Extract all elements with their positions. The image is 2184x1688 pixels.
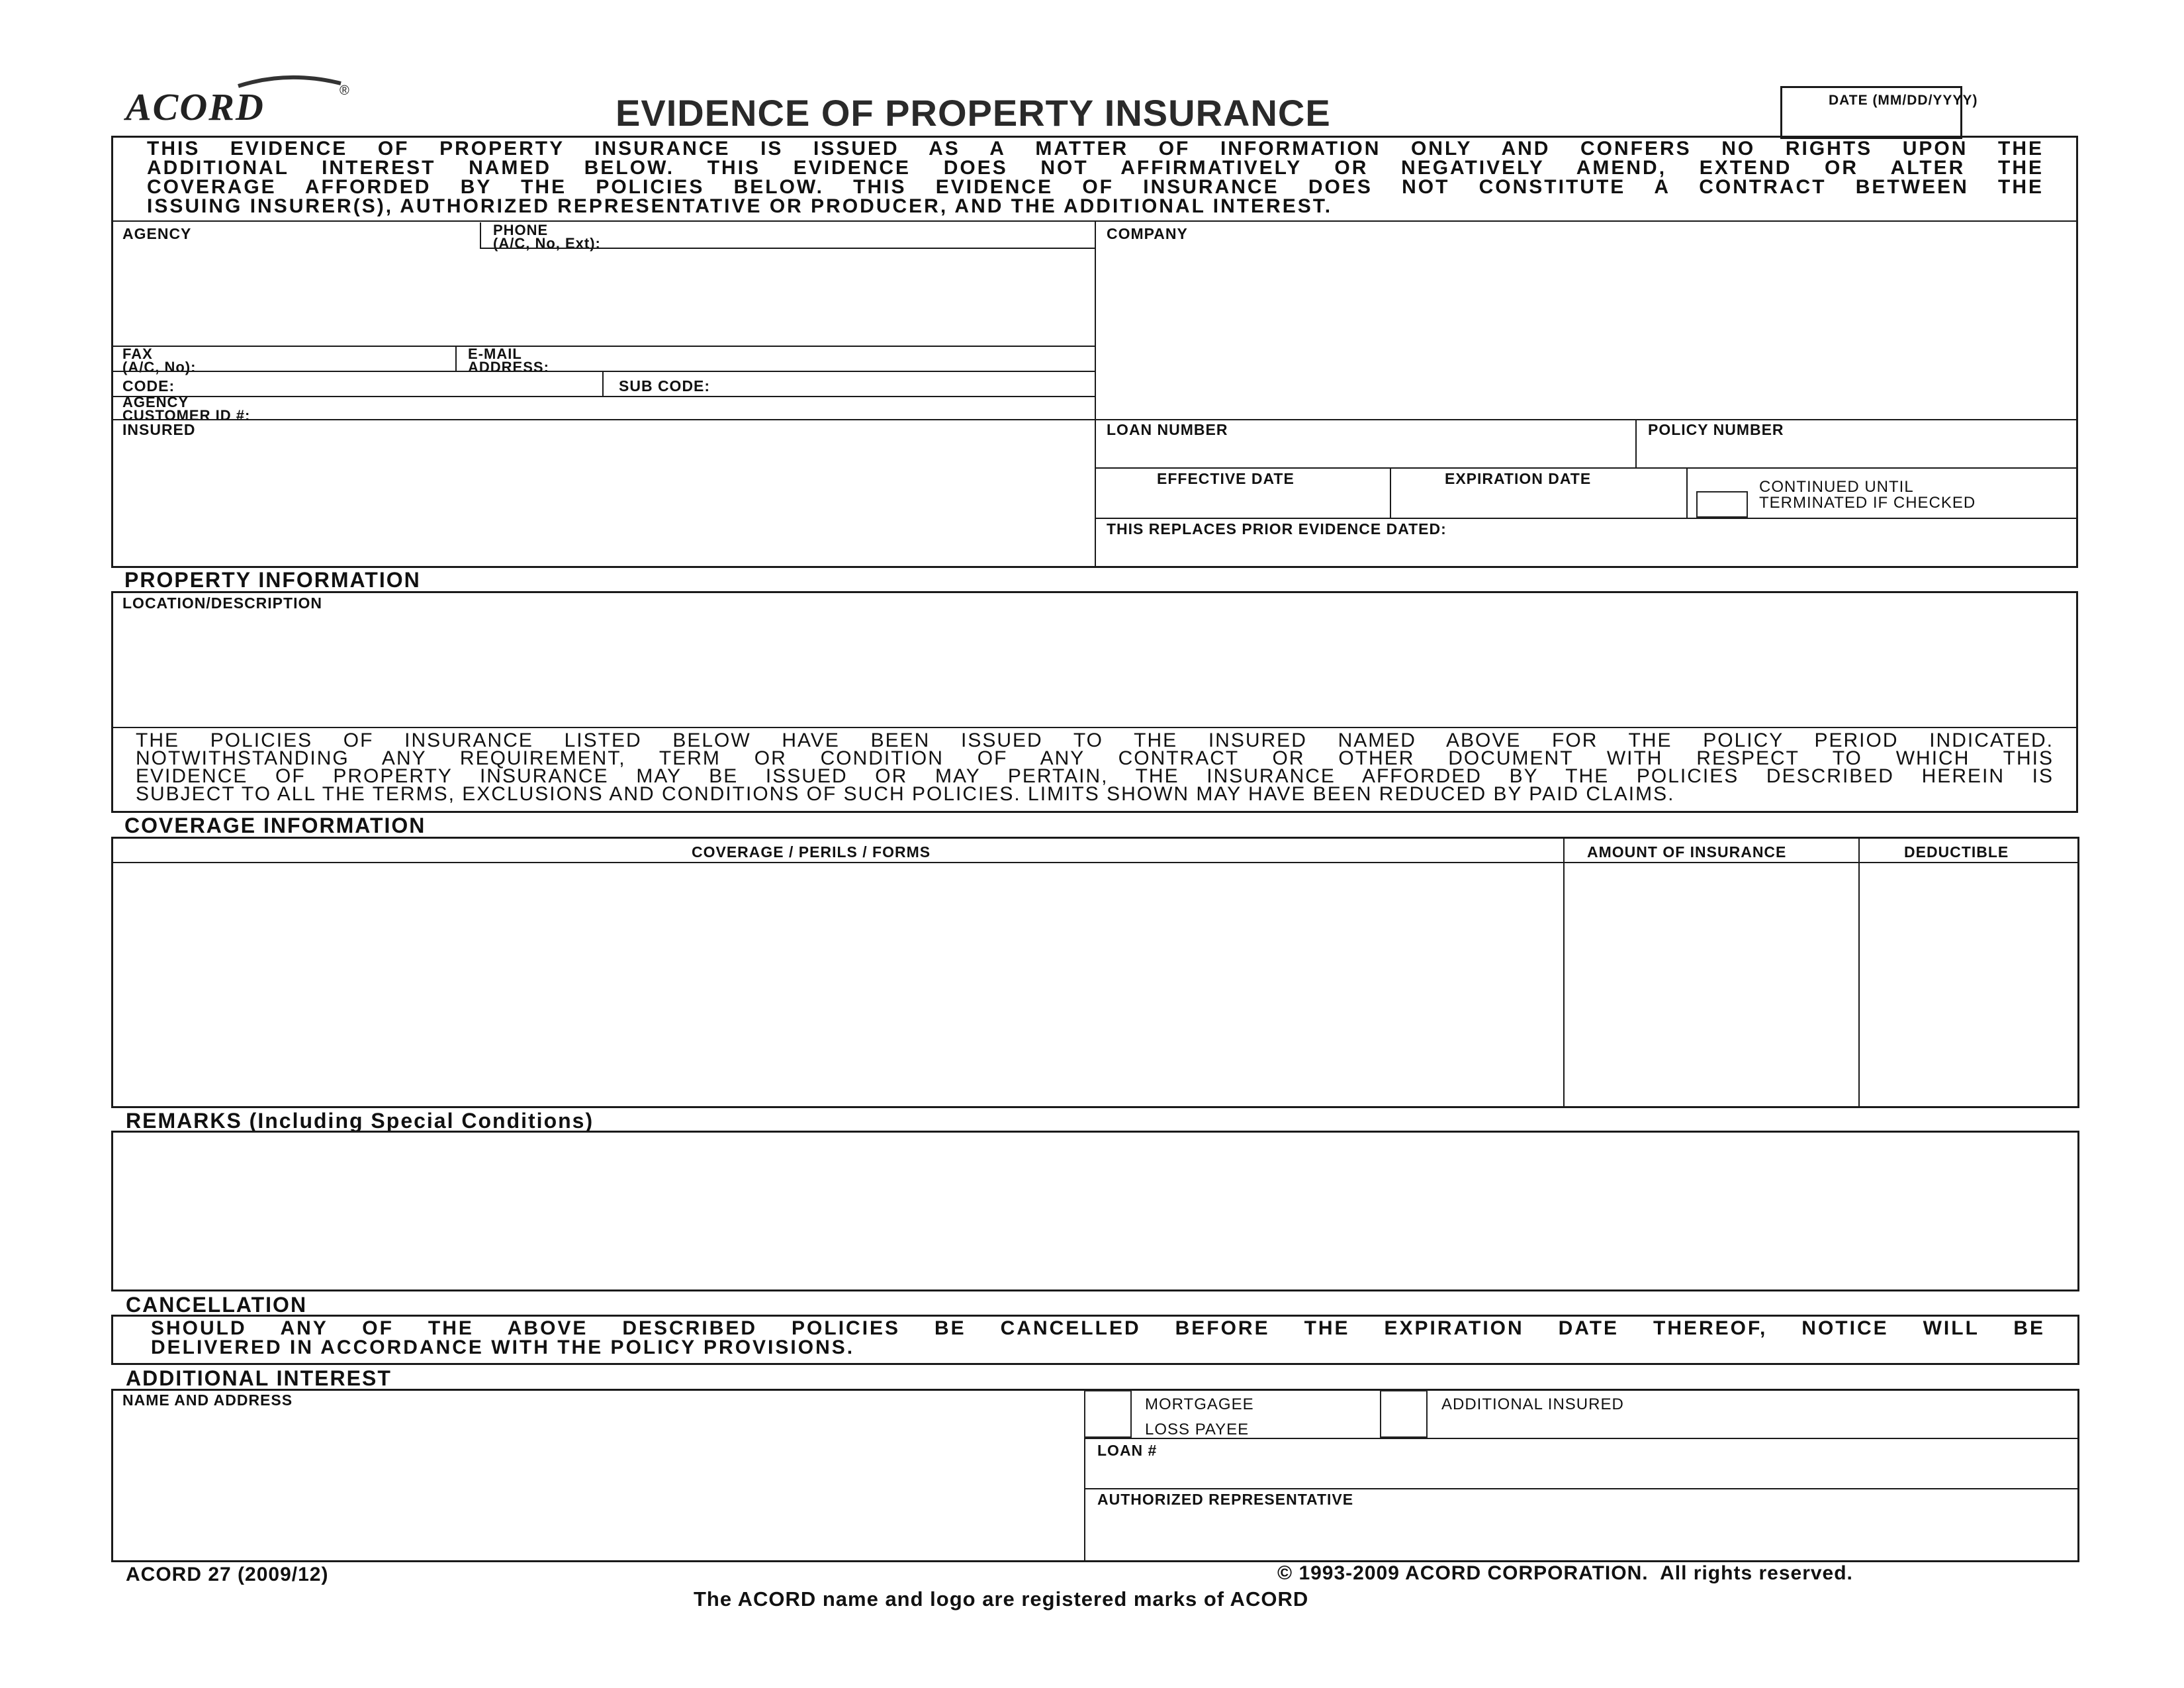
mortgagee-label: MORTGAGEE	[1145, 1395, 1254, 1413]
agency-label: AGENCY	[122, 225, 192, 242]
continued-until-checkbox[interactable]	[1696, 491, 1748, 518]
expiration-date-label: EXPIRATION DATE	[1445, 470, 1592, 487]
additional-interest-section-title: ADDITIONAL INTEREST	[126, 1366, 392, 1390]
acord-logo	[122, 71, 361, 134]
location-description-field[interactable]	[114, 612, 2075, 725]
loan-number-ai-label: LOAN #	[1097, 1442, 1158, 1459]
property-section-title: PROPERTY INFORMATION	[124, 568, 421, 592]
mortgagee-checkbox[interactable]	[1084, 1390, 1132, 1438]
customer-id-label: AGENCY CUSTOMER ID #:	[122, 394, 251, 424]
sub-code-label: SUB CODE:	[619, 377, 711, 395]
phone-label: PHONE (A/C, No, Ext):	[493, 222, 601, 252]
remarks-section-title: REMARKS (Including Special Conditions)	[126, 1109, 594, 1133]
logo-text: ACORD	[126, 85, 265, 128]
authorized-representative-field[interactable]	[1087, 1509, 2077, 1560]
replaces-prior-evidence-label: THIS REPLACES PRIOR EVIDENCE DATED:	[1107, 520, 1447, 538]
agency-field[interactable]	[114, 252, 1092, 344]
loss-payee-label: LOSS PAYEE	[1145, 1421, 1250, 1438]
coverage-field[interactable]	[114, 865, 1562, 1105]
date-label: DATE (MM/DD/YYYY)	[1829, 93, 1978, 108]
email-label: E-MAIL ADDRESS:	[468, 346, 549, 375]
cancellation-section-title: CANCELLATION	[126, 1293, 308, 1317]
trademark-notice: The ACORD name and logo are registered marks of ACORD	[694, 1587, 1309, 1611]
date-box[interactable]	[1780, 86, 1978, 139]
disclaimer-text: THIS EVIDENCE OF PROPERTY INSURANCE IS ISSUED AS A MATTER OF INFORMATION ONLY AND CONFERS NO RIGHTS UPON THE ADDITIONAL INTEREST NAMED BELOW. THIS EVIDENCE DOES NOT AFFIRMATIVELY OR NEGATIVELY AMEND, EXTEND OR ALTER THE COVERAGE AFFORDED BY THE POLICIES BELOW. THIS EVIDENCE OF INSURANCE DOES NOT CONSTITUTE A CONTRACT BETWEEN THE ISSUING INSURER(S), AUTHORIZED REPRESENTATIVE OR PRODUCER, AND THE ADDITIONAL INTEREST.	[147, 138, 2044, 217]
fax-label: FAX (A/C, No):	[122, 346, 197, 375]
effective-date-label: EFFECTIVE DATE	[1157, 470, 1295, 487]
insured-label: INSURED	[122, 421, 196, 438]
copyright-notice: © 1993-2009 ACORD CORPORATION. All rights reserved.	[1277, 1562, 1853, 1584]
loan-number-label: LOAN NUMBER	[1107, 421, 1228, 438]
name-and-address-field[interactable]	[114, 1410, 1081, 1560]
deductible-field[interactable]	[1860, 865, 2077, 1105]
logo-registered-mark: ®	[340, 83, 349, 98]
form-id: ACORD 27 (2009/12)	[126, 1564, 329, 1585]
loan-number-ai-field[interactable]	[1087, 1440, 2077, 1487]
company-label: COMPANY	[1107, 225, 1188, 242]
page-title: EVIDENCE OF PROPERTY INSURANCE	[615, 92, 1331, 134]
location-description-label: LOCATION/DESCRIPTION	[122, 594, 322, 612]
company-field[interactable]	[1099, 244, 2074, 417]
cancellation-text: SHOULD ANY OF THE ABOVE DESCRIBED POLICIES BE CANCELLED BEFORE THE EXPIRATION DATE THEREOF, NOTICE WILL BE DELIVERED IN ACCORDANCE WITH THE POLICY PROVISIONS.	[151, 1317, 2045, 1358]
additional-insured-label: ADDITIONAL INSURED	[1441, 1395, 1624, 1413]
coverage-perils-forms-header: COVERAGE / PERILS / FORMS	[692, 843, 931, 861]
continued-until-label: CONTINUED UNTIL TERMINATED IF CHECKED	[1759, 478, 1976, 512]
insured-field[interactable]	[114, 438, 1092, 564]
name-and-address-label: NAME AND ADDRESS	[122, 1391, 293, 1409]
code-label: CODE:	[122, 377, 175, 395]
policies-statement-text: THE POLICIES OF INSURANCE LISTED BELOW HAVE BEEN ISSUED TO THE INSURED NAMED ABOVE FOR THE POLICY PERIOD INDICATED. NOTWITHSTANDING ANY REQUIREMENT, TERM OR CONDITION OF ANY CONTRACT OR OTHER DOCUMENT WITH RESPECT TO WHICH THIS EVIDENCE OF PROPERTY INSURANCE MAY BE ISSUED OR MAY PERTAIN, THE INSURANCE AFFORDED BY THE POLICIES DESCRIBED HEREIN IS SUBJECT TO ALL THE TERMS, EXCLUSIONS AND CONDITIONS OF SUCH POLICIES. LIMITS SHOWN MAY HAVE BEEN REDUCED BY PAID CLAIMS.	[136, 729, 2054, 805]
amount-of-insurance-field[interactable]	[1565, 865, 1857, 1105]
remarks-field[interactable]	[111, 1131, 2079, 1291]
amount-of-insurance-header: AMOUNT OF INSURANCE	[1587, 843, 1787, 861]
policy-number-label: POLICY NUMBER	[1648, 421, 1784, 438]
deductible-header: DEDUCTIBLE	[1904, 843, 2009, 861]
additional-insured-checkbox[interactable]	[1380, 1390, 1428, 1438]
coverage-section-title: COVERAGE INFORMATION	[124, 814, 426, 837]
authorized-representative-label: AUTHORIZED REPRESENTATIVE	[1097, 1491, 1354, 1508]
